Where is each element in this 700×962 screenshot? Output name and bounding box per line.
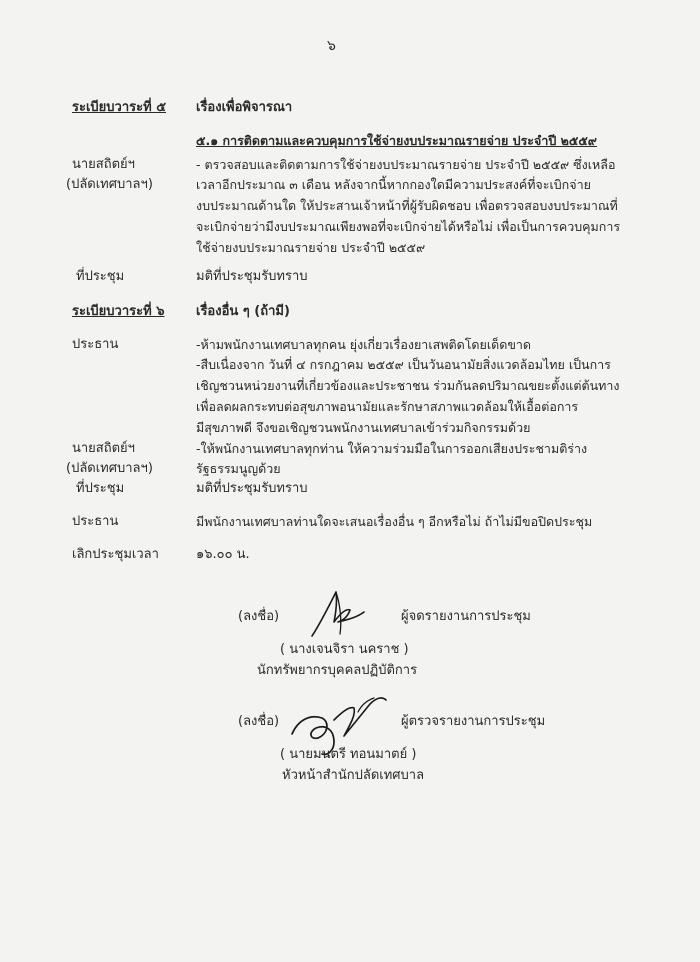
agenda-5-speaker-title: (ปลัดเทศบาลฯ)	[66, 177, 153, 192]
agenda-5-subtitle: ๕.๑ การติดตามและควบคุมการใช้จ่ายงบประมาณรายจ่าย ประจำปี ๒๕๕๙	[196, 133, 597, 148]
agenda-5-meeting-label: ที่ประชุม	[76, 269, 125, 284]
agenda-6-chair-label: ประธาน	[72, 337, 119, 352]
agenda-5-body-line: เวลาอีกประมาณ ๓ เดือน หลังจากนี้หากกองใดมีความประสงค์ที่จะเบิกจ่าย	[196, 177, 591, 192]
signature-2-position: หัวหน้าสำนักปลัดเทศบาล	[282, 768, 425, 783]
agenda-6-label: ระเบียบวาระที่ ๖	[72, 304, 165, 319]
agenda-6-chair2-text: มีพนักงานเทศบาลท่านใดจะเสนอเรื่องอื่น ๆ อีกหรือไม่ ถ้าไม่มีขอปิดประชุม	[196, 514, 593, 529]
close-time: ๑๖.๐๐ น.	[196, 547, 250, 562]
agenda-6-chair-line: มีสุขภาพดี จึงขอเชิญชวนพนักงานเทศบาลเข้าร่วมกิจกรรมด้วย	[196, 420, 531, 435]
agenda-5-title: เรื่องเพื่อพิจารณา	[196, 100, 293, 115]
agenda-6-chair2-label: ประธาน	[72, 514, 119, 529]
agenda-5-body-line: งบประมาณด้านใด ให้ประสานเจ้าหน้าที่ผู้รับผิดชอบ เพื่อตรวจสอบงบประมาณที่	[196, 198, 618, 213]
signature-1-sign-label: (ลงชื่อ)	[238, 609, 280, 624]
agenda-6-chair-line: -ห้ามพนักงานเทศบาลทุกคน ยุ่งเกี่ยวเรื่องยาเสพติดโดยเด็ดขาด	[196, 337, 532, 352]
agenda-6-title: เรื่องอื่น ๆ (ถ้ามี)	[196, 304, 290, 319]
agenda-5-speaker-name: นายสถิตย์ฯ	[72, 157, 135, 172]
agenda-6-chair-line: เชิญชวนหน่วยงานที่เกี่ยวข้องและประชาชน ร่วมกันลดปริมาณขยะตั้งแต่ต้นทาง	[196, 378, 620, 393]
close-label: เลิกประชุมเวลา	[72, 547, 159, 562]
page-number: ๖	[327, 38, 336, 54]
agenda-5-body-line: ใช้จ่ายงบประมาณรายจ่าย ประจำปี ๒๕๕๙	[196, 240, 426, 255]
agenda-6-speaker-line: -ให้พนักงานเทศบาลทุกท่าน ให้ความร่วมมือในการออกเสียงประชามติร่าง	[196, 441, 588, 456]
signature-2-sign-label: (ลงชื่อ)	[238, 714, 280, 729]
agenda-5-body-line: จะเบิกจ่ายว่ามีงบประมาณเพียงพอที่จะเบิกจ่ายได้หรือไม่ เพื่อเป็นการควบคุมการ	[196, 219, 621, 234]
agenda-6-meeting-label: ที่ประชุม	[76, 481, 125, 496]
agenda-5-meeting-text: มติที่ประชุมรับทราบ	[196, 269, 308, 284]
agenda-6-meeting-text: มติที่ประชุมรับทราบ	[196, 481, 308, 496]
agenda-6-speaker-line: รัฐธรรมนูญด้วย	[196, 461, 281, 476]
agenda-6-chair-line: -สืบเนื่องจาก วันที่ ๔ กรกฎาคม ๒๕๕๙ เป็นวันอนามัยสิ่งแวดล้อมไทย เป็นการ	[196, 357, 611, 372]
agenda-6-speaker-title: (ปลัดเทศบาลฯ)	[66, 461, 153, 476]
agenda-6-speaker-name: นายสถิตย์ฯ	[72, 441, 135, 456]
agenda-6-chair-line: เพื่อลดผลกระทบต่อสุขภาพอนามัยและรักษาสภาพแวดล้อมให้เอื้อต่อการ	[196, 399, 579, 414]
signature-1-mark	[306, 586, 376, 644]
agenda-5-label: ระเบียบวาระที่ ๕	[72, 100, 167, 115]
signature-1-role: ผู้จดรายงานการประชุม	[401, 609, 531, 624]
agenda-5-body-line: - ตรวจสอบและติดตามการใช้จ่ายงบประมาณรายจ่าย ประจำปี ๒๕๕๙ ซึ่งเหลือ	[196, 157, 616, 172]
signature-2-name: ( นายมนตรี ทอนมาตย์ )	[280, 747, 417, 762]
signature-1-name: ( นางเจนจิรา นคราช )	[280, 642, 409, 657]
signature-2-role: ผู้ตรวจรายงานการประชุม	[401, 714, 546, 729]
signature-1-position: นักทรัพยากรบุคคลปฏิบัติการ	[257, 663, 418, 678]
